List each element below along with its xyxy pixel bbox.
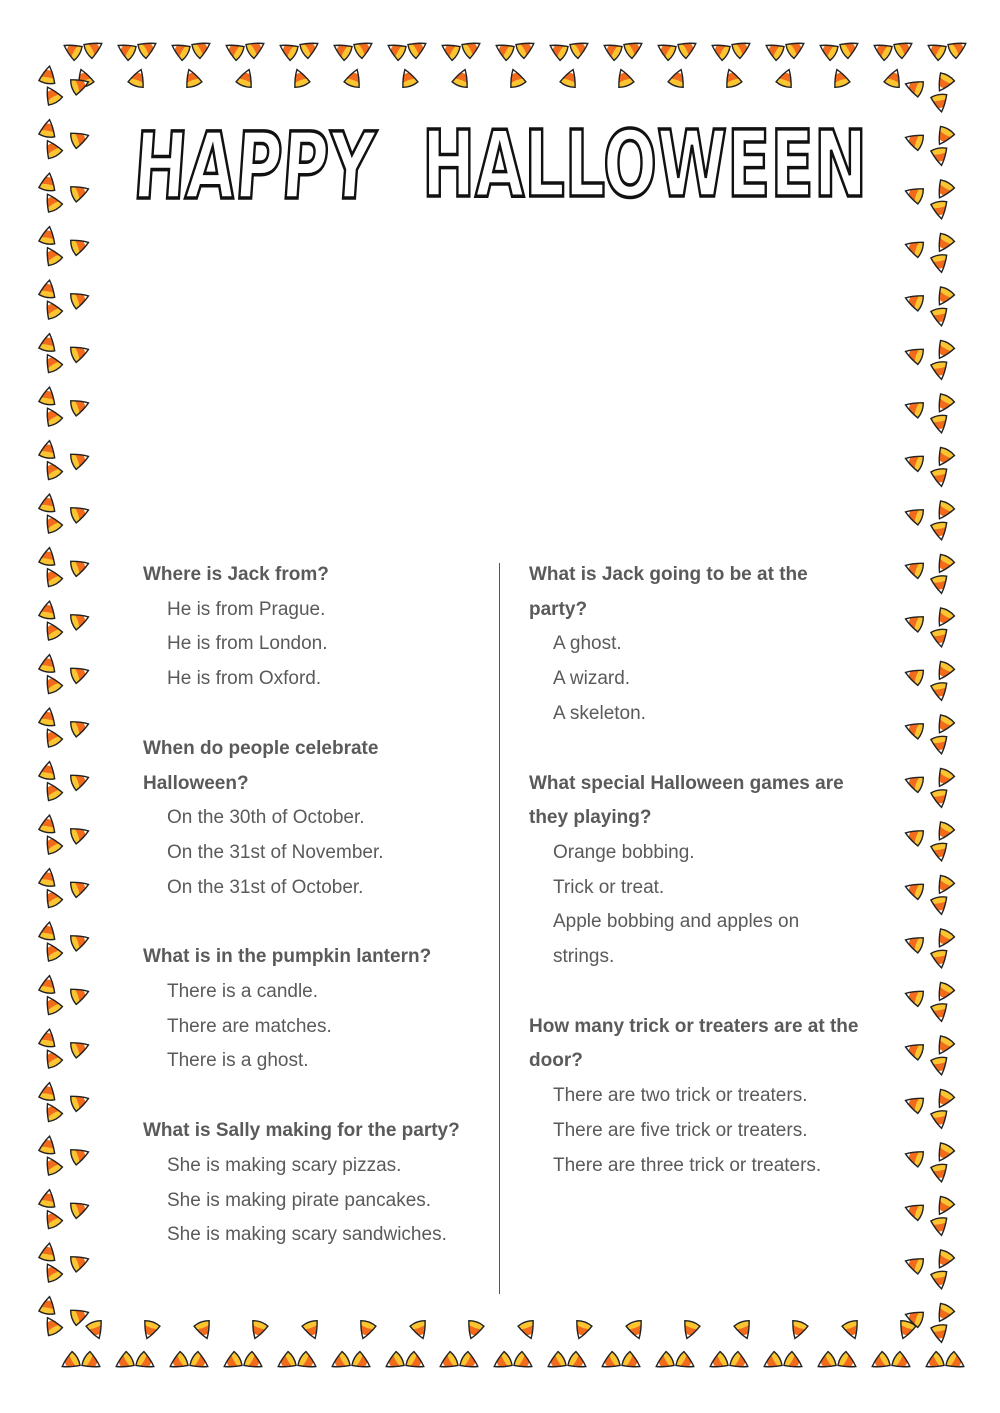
answer-option[interactable]: There are three trick or treaters. — [553, 1154, 822, 1176]
candy-corn-icon — [39, 974, 58, 994]
candy-corn-icon — [931, 842, 950, 862]
candy-corn-icon — [135, 1351, 158, 1374]
candy-corn-icon — [933, 179, 956, 202]
candy-corn-icon — [39, 1295, 58, 1315]
candy-corn-icon — [560, 67, 581, 89]
candy-corn-icon — [39, 279, 58, 299]
candy-corn-icon — [39, 760, 58, 780]
candy-corn-icon — [384, 39, 407, 62]
candy-corn-icon — [505, 67, 526, 89]
candy-corn-icon — [816, 39, 839, 62]
candy-corn-icon — [933, 767, 956, 790]
candy-corn-icon — [903, 397, 925, 418]
candy-corn-icon — [60, 39, 83, 62]
answer-option[interactable]: Orange bobbing. — [553, 841, 695, 863]
candy-corn-icon — [69, 609, 91, 630]
candy-corn-icon — [924, 39, 947, 62]
answer-option[interactable]: There is a candle. — [167, 981, 319, 1003]
question-block — [143, 732, 478, 906]
candy-corn-icon — [463, 1319, 484, 1341]
candy-corn-icon — [729, 1351, 752, 1374]
candy-corn-icon — [544, 1351, 567, 1374]
candy-corn-icon — [181, 67, 202, 89]
candy-corn-icon — [931, 1217, 950, 1237]
answer-option[interactable]: She is making pirate pancakes. — [167, 1189, 432, 1211]
candy-corn-icon — [407, 37, 430, 60]
candy-corn-icon — [933, 393, 956, 416]
answer-option[interactable]: On the 30th of October. — [167, 807, 365, 829]
candy-corn-icon — [39, 867, 58, 887]
candy-corn-icon — [839, 37, 862, 60]
candy-corn-icon — [933, 1088, 956, 1111]
question-text: What is Jack going to be at the party? — [529, 564, 808, 620]
candy-corn-icon — [783, 1351, 806, 1374]
candy-corn-icon — [41, 565, 64, 588]
candy-corn-icon — [931, 254, 950, 274]
answer-option[interactable]: She is making scary sandwiches. — [167, 1224, 447, 1246]
candy-corn-icon — [39, 493, 58, 513]
candy-corn-icon — [41, 404, 64, 427]
candy-corn-icon — [931, 682, 950, 702]
candy-corn-icon — [245, 37, 268, 60]
candy-corn-icon — [41, 779, 64, 802]
candy-corn-icon — [668, 67, 689, 89]
candy-corn-icon — [39, 1081, 58, 1101]
question-block — [143, 940, 478, 1079]
answer-option[interactable]: He is from Prague. — [167, 598, 326, 620]
candy-corn-icon — [931, 949, 950, 969]
question-block — [529, 558, 859, 732]
candy-corn-icon — [39, 546, 58, 566]
candy-corn-icon — [903, 718, 925, 739]
candy-corn-icon — [933, 72, 956, 95]
question-text: What is in the pumpkin lantern? — [143, 946, 432, 968]
candy-corn-icon — [69, 556, 91, 577]
candy-corn-icon — [721, 67, 742, 89]
candy-corn-icon — [903, 504, 925, 525]
candy-corn-icon — [436, 1351, 459, 1374]
candy-corn-icon — [654, 39, 677, 62]
candy-corn-icon — [569, 37, 592, 60]
candy-corn-icon — [166, 1351, 189, 1374]
candy-corn-icon — [69, 395, 91, 416]
answer-option[interactable]: Trick or treat. — [553, 876, 665, 898]
candy-corn-icon — [903, 344, 925, 365]
candy-corn-icon — [933, 1249, 956, 1272]
candy-corn-icon — [39, 653, 58, 673]
candy-corn-icon — [933, 500, 956, 523]
candy-corn-icon — [903, 825, 925, 846]
candy-corn-icon — [518, 1319, 539, 1341]
candy-corn-icon — [931, 1163, 950, 1183]
candy-corn-icon — [41, 190, 64, 213]
candy-corn-icon — [69, 823, 91, 844]
question-block — [143, 558, 478, 697]
right-question-column — [529, 558, 859, 1218]
answer-option[interactable]: A ghost. — [553, 633, 622, 655]
candy-corn-icon — [41, 458, 64, 481]
candy-corn-icon — [931, 1270, 950, 1290]
candy-corn-icon — [220, 1351, 243, 1374]
candy-corn-icon — [86, 1319, 107, 1341]
candy-corn-icon — [842, 1319, 863, 1341]
candy-corn-icon — [734, 1319, 755, 1341]
candy-corn-icon — [933, 981, 956, 1004]
candy-corn-icon — [353, 37, 376, 60]
candy-corn-icon — [139, 1319, 160, 1341]
candy-corn-icon — [708, 39, 731, 62]
candy-corn-icon — [706, 1351, 729, 1374]
answer-option[interactable]: She is making scary pizzas. — [167, 1154, 402, 1176]
candy-corn-icon — [903, 986, 925, 1007]
candy-corn-icon — [933, 874, 956, 897]
answer-option[interactable]: There are two trick or treaters. — [553, 1085, 808, 1107]
candy-corn-icon — [39, 172, 58, 192]
candy-corn-icon — [222, 39, 245, 62]
candy-corn-icon — [837, 1351, 860, 1374]
candy-corn-icon — [903, 665, 925, 686]
candy-corn-icon — [236, 67, 257, 89]
candy-corn-icon — [302, 1319, 323, 1341]
candy-corn-icon — [893, 37, 916, 60]
candy-corn-icon — [41, 511, 64, 534]
candy-corn-icon — [884, 67, 905, 89]
candy-corn-icon — [903, 879, 925, 900]
candy-corn-icon — [69, 342, 91, 363]
candy-corn-icon — [351, 1351, 374, 1374]
candy-corn-icon — [903, 130, 925, 151]
candy-corn-icon — [933, 607, 956, 630]
answer-option[interactable]: There is a ghost. — [167, 1050, 309, 1072]
candy-corn-icon — [868, 1351, 891, 1374]
candy-corn-icon — [931, 1003, 950, 1023]
candy-corn-icon — [41, 244, 64, 267]
candy-corn-icon — [69, 181, 91, 202]
candy-corn-icon — [344, 67, 365, 89]
candy-corn-icon — [299, 37, 322, 60]
candy-corn-icon — [39, 118, 58, 138]
answer-option[interactable]: On the 31st of October. — [167, 876, 364, 898]
candy-corn-icon — [903, 558, 925, 579]
candy-corn-icon — [621, 1351, 644, 1374]
candy-corn-icon — [652, 1351, 675, 1374]
candy-corn-icon — [626, 1319, 647, 1341]
candy-corn-icon — [41, 939, 64, 962]
candy-corn-icon — [870, 39, 893, 62]
candy-corn-icon — [69, 235, 91, 256]
candy-corn-icon — [675, 1351, 698, 1374]
candy-corn-icon — [69, 502, 91, 523]
candy-corn-icon — [903, 1093, 925, 1114]
candy-corn-icon — [933, 714, 956, 737]
candy-corn-icon — [41, 297, 64, 320]
question-text: Where is Jack from? — [143, 564, 329, 585]
candy-corn-icon — [903, 1253, 925, 1274]
candy-corn-icon — [69, 1144, 91, 1165]
candy-corn-icon — [762, 39, 785, 62]
candy-corn-icon — [933, 928, 956, 951]
question-text: How many trick or treaters are at the door? — [529, 1015, 859, 1072]
candy-corn-icon — [571, 1319, 592, 1341]
candy-corn-icon — [931, 735, 950, 755]
candy-corn-icon — [515, 37, 538, 60]
candy-corn-icon — [933, 660, 956, 683]
candy-corn-icon — [785, 37, 808, 60]
answer-option[interactable]: On the 31st of November. — [167, 841, 384, 863]
question-block — [529, 1010, 859, 1184]
candy-corn-icon — [931, 93, 950, 113]
candy-corn-icon — [933, 553, 956, 576]
candy-corn-icon — [69, 288, 91, 309]
candy-corn-icon — [39, 386, 58, 406]
candy-corn-icon — [41, 832, 64, 855]
candy-corn-icon — [39, 65, 58, 85]
candy-corn-icon — [39, 921, 58, 941]
candy-corn-icon — [69, 1198, 91, 1219]
candy-corn-icon — [189, 1351, 212, 1374]
candy-corn-icon — [931, 789, 950, 809]
candy-corn-icon — [69, 877, 91, 898]
candy-corn-icon — [41, 672, 64, 695]
candy-corn-icon — [276, 39, 299, 62]
candy-corn-icon — [405, 1351, 428, 1374]
candy-corn-icon — [69, 930, 91, 951]
candy-corn-icon — [69, 984, 91, 1005]
answer-option[interactable]: Apple bobbing and apples on strings. — [553, 911, 800, 968]
candy-corn-icon — [903, 1039, 925, 1060]
candy-corn-icon — [903, 183, 925, 204]
candy-corn-icon — [39, 1135, 58, 1155]
candy-corn-icon — [931, 1110, 950, 1130]
candy-corn-icon — [410, 1319, 431, 1341]
candy-corn-icon — [546, 39, 569, 62]
candy-corn-icon — [58, 1351, 81, 1374]
candy-corn-icon — [112, 1351, 135, 1374]
candy-corn-icon — [931, 200, 950, 220]
candy-corn-icon — [289, 67, 310, 89]
candy-corn-icon — [891, 1351, 914, 1374]
candy-corn-icon — [931, 307, 950, 327]
candy-corn-icon — [760, 1351, 783, 1374]
candy-corn-icon — [931, 628, 950, 648]
question-block — [529, 767, 859, 975]
question-text: What special Halloween games are they playing? — [529, 772, 844, 829]
candy-corn-icon — [931, 521, 950, 541]
candy-corn-icon — [39, 332, 58, 352]
candy-corn-icon — [41, 1046, 64, 1069]
candy-corn-icon — [776, 67, 797, 89]
candy-corn-icon — [903, 932, 925, 953]
title-word-happy: HAPPY — [130, 113, 488, 220]
candy-corn-icon — [903, 772, 925, 793]
candy-corn-icon — [128, 67, 149, 89]
candy-corn-icon — [39, 1242, 58, 1262]
candy-corn-icon — [69, 449, 91, 470]
candy-corn-icon — [243, 1351, 266, 1374]
page-title — [130, 110, 875, 220]
candy-corn-icon — [567, 1351, 590, 1374]
candy-corn-icon — [787, 1319, 808, 1341]
candy-corn-icon — [513, 1351, 536, 1374]
candy-corn-icon — [903, 237, 925, 258]
candy-corn-icon — [69, 716, 91, 737]
candy-corn-icon — [931, 1056, 950, 1076]
answer-option[interactable]: There are matches. — [167, 1015, 332, 1037]
candy-corn-icon — [69, 1251, 91, 1272]
candy-corn-icon — [933, 1302, 956, 1325]
candy-corn-icon — [933, 125, 956, 148]
candy-corn-icon — [39, 707, 58, 727]
candy-corn-icon — [931, 361, 950, 381]
candy-corn-icon — [933, 339, 956, 362]
question-text: When do people celebrate Halloween? — [143, 737, 379, 794]
candy-corn-icon — [438, 39, 461, 62]
answer-option[interactable]: He is from Oxford. — [167, 668, 322, 690]
candy-corn-icon — [933, 1035, 956, 1058]
candy-corn-icon — [829, 67, 850, 89]
candy-corn-icon — [490, 1351, 513, 1374]
candy-corn-icon — [41, 1260, 64, 1283]
candy-corn-icon — [947, 37, 970, 60]
candy-corn-icon — [931, 1324, 950, 1344]
candy-corn-icon — [452, 67, 473, 89]
candy-corn-icon — [41, 618, 64, 641]
candy-corn-icon — [69, 1305, 91, 1326]
candy-corn-icon — [679, 1319, 700, 1341]
candy-corn-icon — [903, 1146, 925, 1167]
candy-corn-icon — [903, 451, 925, 472]
candy-corn-icon — [39, 1028, 58, 1048]
left-question-column — [143, 558, 478, 1288]
candy-corn-icon — [933, 821, 956, 844]
candy-corn-icon — [492, 39, 515, 62]
candy-corn-icon — [600, 39, 623, 62]
answer-option[interactable]: A wizard. — [553, 668, 631, 690]
candy-corn-icon — [41, 1314, 64, 1337]
candy-corn-icon — [41, 1153, 64, 1176]
candy-corn-icon — [41, 137, 64, 160]
candy-corn-icon — [328, 1351, 351, 1374]
candy-corn-icon — [933, 446, 956, 469]
candy-corn-icon — [931, 468, 950, 488]
candy-corn-icon — [41, 725, 64, 748]
candy-corn-icon — [41, 886, 64, 909]
candy-corn-icon — [382, 1351, 405, 1374]
candy-corn-icon — [39, 1188, 58, 1208]
candy-corn-icon — [945, 1351, 968, 1374]
candy-corn-icon — [677, 37, 700, 60]
candy-corn-icon — [931, 896, 950, 916]
candy-corn-icon — [168, 39, 191, 62]
candy-corn-icon — [623, 37, 646, 60]
candy-corn-icon — [933, 1195, 956, 1218]
candy-corn-icon — [81, 1351, 104, 1374]
candy-corn-icon — [39, 439, 58, 459]
candy-corn-icon — [39, 600, 58, 620]
candy-corn-icon — [459, 1351, 482, 1374]
candy-corn-icon — [731, 37, 754, 60]
candy-corn-icon — [297, 1351, 320, 1374]
candy-corn-icon — [931, 414, 950, 434]
candy-corn-icon — [39, 814, 58, 834]
candy-corn-icon — [903, 1200, 925, 1221]
candy-corn-icon — [461, 37, 484, 60]
candy-corn-icon — [114, 39, 137, 62]
candy-corn-icon — [598, 1351, 621, 1374]
candy-corn-icon — [330, 39, 353, 62]
question-block — [143, 1114, 478, 1253]
candy-corn-icon — [613, 67, 634, 89]
candy-corn-icon — [69, 663, 91, 684]
candy-corn-icon — [933, 232, 956, 255]
answer-option[interactable]: He is from London. — [167, 633, 328, 655]
candy-corn-icon — [931, 575, 950, 595]
candy-corn-icon — [903, 611, 925, 632]
candy-corn-icon — [274, 1351, 297, 1374]
candy-corn-icon — [903, 76, 925, 97]
candy-corn-icon — [397, 67, 418, 89]
candy-corn-icon — [903, 290, 925, 311]
candy-corn-icon — [933, 286, 956, 309]
candy-corn-icon — [931, 147, 950, 167]
candy-corn-icon — [69, 128, 91, 149]
answer-option[interactable]: A skeleton. — [553, 702, 646, 724]
candy-corn-icon — [194, 1319, 215, 1341]
candy-corn-icon — [39, 225, 58, 245]
candy-corn-icon — [247, 1319, 268, 1341]
candy-corn-icon — [69, 1091, 91, 1112]
column-divider — [499, 563, 500, 1294]
candy-corn-icon — [41, 993, 64, 1016]
candy-corn-icon — [191, 37, 214, 60]
candy-corn-icon — [137, 37, 160, 60]
candy-corn-icon — [41, 351, 64, 374]
candy-corn-icon — [933, 1142, 956, 1165]
candy-corn-icon — [41, 1100, 64, 1123]
candy-corn-icon — [41, 1207, 64, 1230]
candy-corn-icon — [41, 83, 64, 106]
candy-corn-icon — [83, 37, 106, 60]
candy-corn-icon — [69, 1037, 91, 1058]
candy-corn-icon — [355, 1319, 376, 1341]
answer-option[interactable]: There are five trick or treaters. — [553, 1119, 808, 1141]
candy-corn-icon — [69, 770, 91, 791]
candy-corn-icon — [814, 1351, 837, 1374]
candy-corn-icon — [922, 1351, 945, 1374]
question-text: What is Sally making for the party? — [143, 1120, 460, 1142]
title-word-halloween: HALLOWEEN — [422, 111, 867, 218]
